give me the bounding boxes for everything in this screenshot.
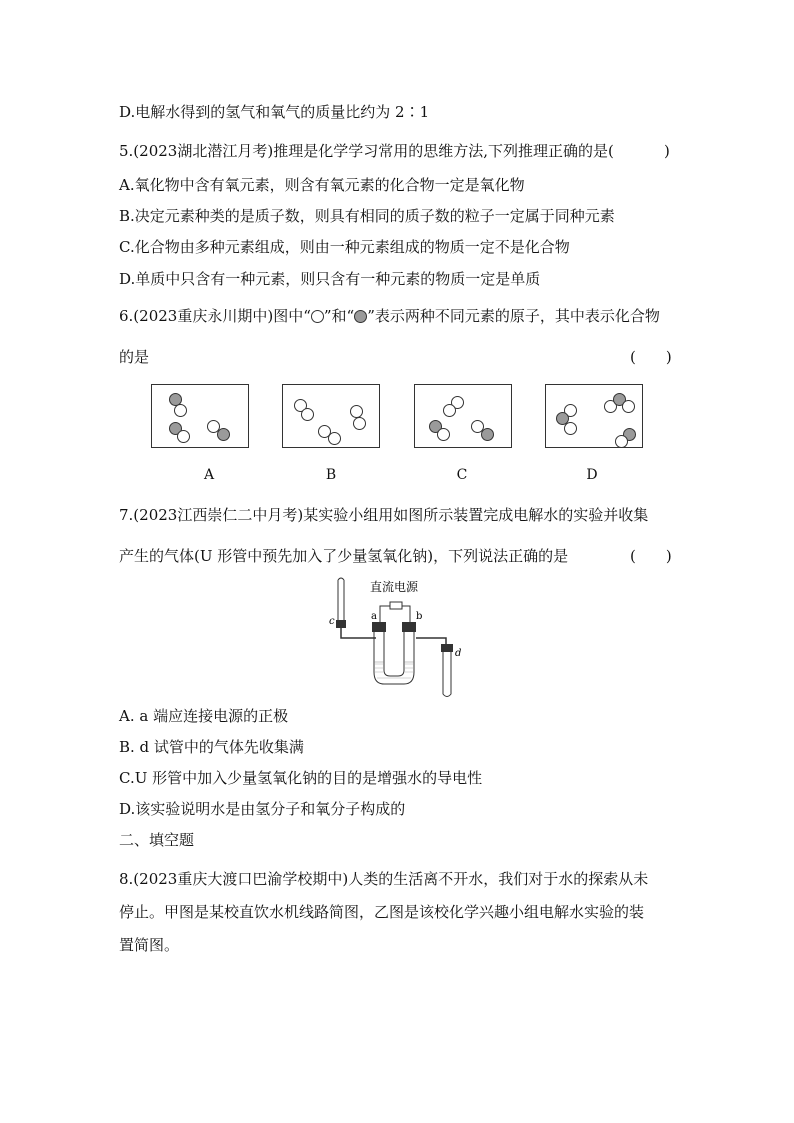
white-atom-icon <box>353 417 366 430</box>
label-b: b <box>416 611 423 622</box>
q5-option-a: A.氧化物中含有氧元素，则含有氧元素的化合物一定是氧化物 <box>119 176 525 194</box>
q7-stem-line2: 产生的气体(U 形管中预先加入了少量氢氧化钠)，下列说法正确的是 <box>119 547 569 565</box>
white-atom-icon <box>622 400 635 413</box>
white-atom-icon <box>350 405 363 418</box>
q5-stem: 5.(2023湖北潜江月考)推理是化学学习常用的思维方法,下列推理正确的是( <box>119 142 614 160</box>
q6-label-d: D <box>586 467 598 483</box>
q6-stem-part2: ”和“ <box>323 307 355 325</box>
wire-left <box>380 606 390 622</box>
power-supply-icon <box>390 602 402 609</box>
q5-option-d: D.单质中只含有一种元素，则只含有一种元素的物质一定是单质 <box>119 270 541 288</box>
q8-line3: 置简图。 <box>119 936 180 954</box>
q5-option-c: C.化合物由多种元素组成，则由一种元素组成的物质一定不是化合物 <box>119 238 570 256</box>
q8-line1: 8.(2023重庆大渡口巴渝学校期中)人类的生活离不开水，我们对于水的探索从未 <box>119 870 649 888</box>
q7-stem-line1: 7.(2023江西崇仁二中月考)某实验小组用如图所示装置完成电解水的实验并收集 <box>119 506 649 524</box>
q6-option-b-diagram <box>282 384 380 448</box>
q6-stem-part3: ”表示两种不同元素的原子，其中表示化合物 <box>367 307 660 325</box>
white-atom-icon <box>301 408 314 421</box>
q6-option-d-diagram <box>545 384 643 448</box>
q7-option-d: D.该实验说明水是由氢分子和氧分子构成的 <box>119 800 406 818</box>
q7-answer-paren: ( ) <box>630 547 672 565</box>
u-tube-inner <box>384 632 404 676</box>
q8-line2: 停止。甲图是某校直饮水机线路简图，乙图是该校化学兴趣小组电解水实验的装 <box>119 903 645 921</box>
test-tube-c <box>338 578 344 620</box>
wire-right <box>402 606 410 622</box>
q6-stem <box>119 306 660 326</box>
white-atom-icon <box>174 404 187 417</box>
white-atom-icon <box>615 435 628 448</box>
q6-label-a: A <box>203 467 215 483</box>
u-tube-outer <box>374 624 414 684</box>
stopper-c <box>336 620 346 628</box>
gray-atom-icon <box>217 428 230 441</box>
power-supply-label: 直流电源 <box>370 580 419 594</box>
gray-atom-icon <box>481 428 494 441</box>
q6-stem-line2: 的是 <box>119 348 150 366</box>
q6-label-c: C <box>456 467 468 483</box>
q5-paren-close: ) <box>664 142 670 160</box>
q4-option-d: D.电解水得到的氢气和氧气的质量比约为 2∶1 <box>119 103 430 121</box>
q6-answer-paren: ( ) <box>630 348 672 366</box>
white-atom-icon <box>328 432 341 445</box>
white-atom-icon <box>437 428 450 441</box>
q6-stem-part1: 6.(2023重庆永川期中)图中“ <box>119 307 311 325</box>
electrode-a <box>372 622 386 632</box>
test-tube-d <box>443 652 451 697</box>
electrolysis-apparatus-diagram <box>328 572 468 700</box>
q7-option-b: B. d 试管中的气体先收集满 <box>119 738 304 756</box>
q6-option-c-diagram <box>414 384 512 448</box>
label-c: c <box>329 616 335 627</box>
q7-option-c: C.U 形管中加入少量氢氧化钠的目的是增强水的导电性 <box>119 769 483 787</box>
white-atom-icon <box>443 404 456 417</box>
white-atom-icon <box>177 430 190 443</box>
q7-option-a: A. a 端应连接电源的正极 <box>119 707 289 725</box>
white-atom-icon <box>311 310 324 323</box>
gray-atom-icon <box>354 310 367 323</box>
q6-label-b: B <box>325 467 337 483</box>
label-a: a <box>371 611 377 622</box>
q5-option-b: B.决定元素种类的是质子数，则具有相同的质子数的粒子一定属于同种元素 <box>119 207 615 225</box>
stopper-d <box>441 644 453 652</box>
label-d: d <box>455 648 462 659</box>
section-heading-fill-in: 二、填空题 <box>119 831 195 849</box>
white-atom-icon <box>564 422 577 435</box>
q6-option-a-diagram <box>151 384 249 448</box>
delivery-tube-left <box>341 628 376 638</box>
electrode-b <box>402 622 416 632</box>
